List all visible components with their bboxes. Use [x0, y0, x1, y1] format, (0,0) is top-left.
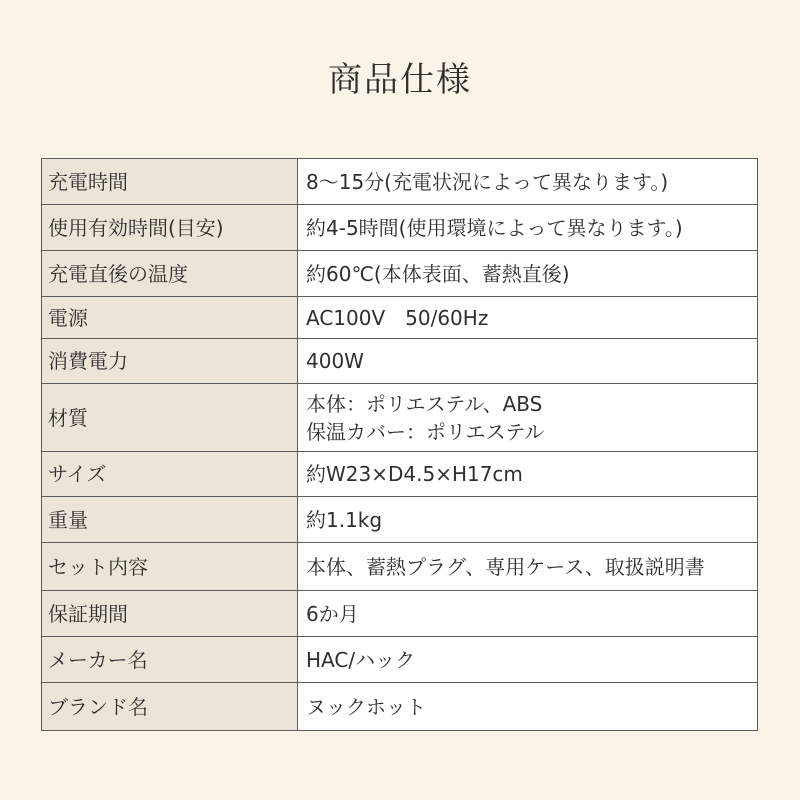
spec-row [42, 591, 758, 637]
spec-value-line: 6か月 [306, 601, 359, 626]
spec-value [298, 637, 758, 683]
page-title: 商品仕様 [328, 60, 472, 100]
spec-label: メーカー名 [42, 637, 298, 683]
spec-value [298, 339, 758, 384]
spec-value [298, 452, 758, 497]
spec-value [298, 497, 758, 543]
spec-row [42, 497, 758, 543]
spec-row [42, 637, 758, 683]
spec-value-line: 約1.1kg [306, 507, 383, 532]
spec-value-line: 約60℃(本体表面、蓄熱直後) [306, 261, 570, 286]
spec-label: 消費電力 [42, 339, 298, 384]
spec-label: 材質 [42, 384, 298, 452]
spec-value-line: ヌックホット [306, 694, 426, 719]
spec-row [42, 683, 758, 731]
spec-value-line: 保温カバー：ポリエステル [306, 419, 545, 444]
spec-label: サイズ [42, 452, 298, 497]
spec-label: 重量 [42, 497, 298, 543]
spec-row [42, 159, 758, 205]
spec-label: 使用有効時間(目安) [42, 205, 298, 251]
spec-value-line: 400W [306, 349, 364, 373]
spec-value-line: 本体：ポリエステル、ABS [306, 391, 543, 416]
spec-value-line: AC100V 50/60Hz [306, 305, 489, 330]
spec-row [42, 543, 758, 591]
spec-row [42, 251, 758, 297]
spec-value [298, 683, 758, 731]
spec-label: 充電直後の温度 [42, 251, 298, 297]
spec-value-line: HAC/ハック [306, 647, 416, 672]
spec-row [42, 205, 758, 251]
spec-value [298, 591, 758, 637]
spec-value [298, 543, 758, 591]
spec-row [42, 452, 758, 497]
spec-value-line: 8～15分(充電状況によって異なります。) [306, 169, 669, 194]
spec-value [298, 205, 758, 251]
spec-value-line: 約W23×D4.5×H17cm [306, 462, 523, 486]
spec-value [298, 384, 758, 452]
spec-value [298, 159, 758, 205]
spec-row [42, 297, 758, 339]
spec-label: 充電時間 [42, 159, 298, 205]
spec-value-line: 本体、蓄熱プラグ、専用ケース、取扱説明書 [306, 554, 705, 579]
spec-row [42, 339, 758, 384]
spec-label: 電源 [42, 297, 298, 339]
spec-value [298, 297, 758, 339]
spec-label: ブランド名 [42, 683, 298, 731]
spec-table [41, 158, 758, 731]
spec-value [298, 251, 758, 297]
spec-value-line: 約4-5時間(使用環境によって異なります。) [306, 215, 683, 240]
spec-row [42, 384, 758, 452]
spec-label: セット内容 [42, 543, 298, 591]
spec-label: 保証期間 [42, 591, 298, 637]
spec-table-body [42, 159, 758, 731]
